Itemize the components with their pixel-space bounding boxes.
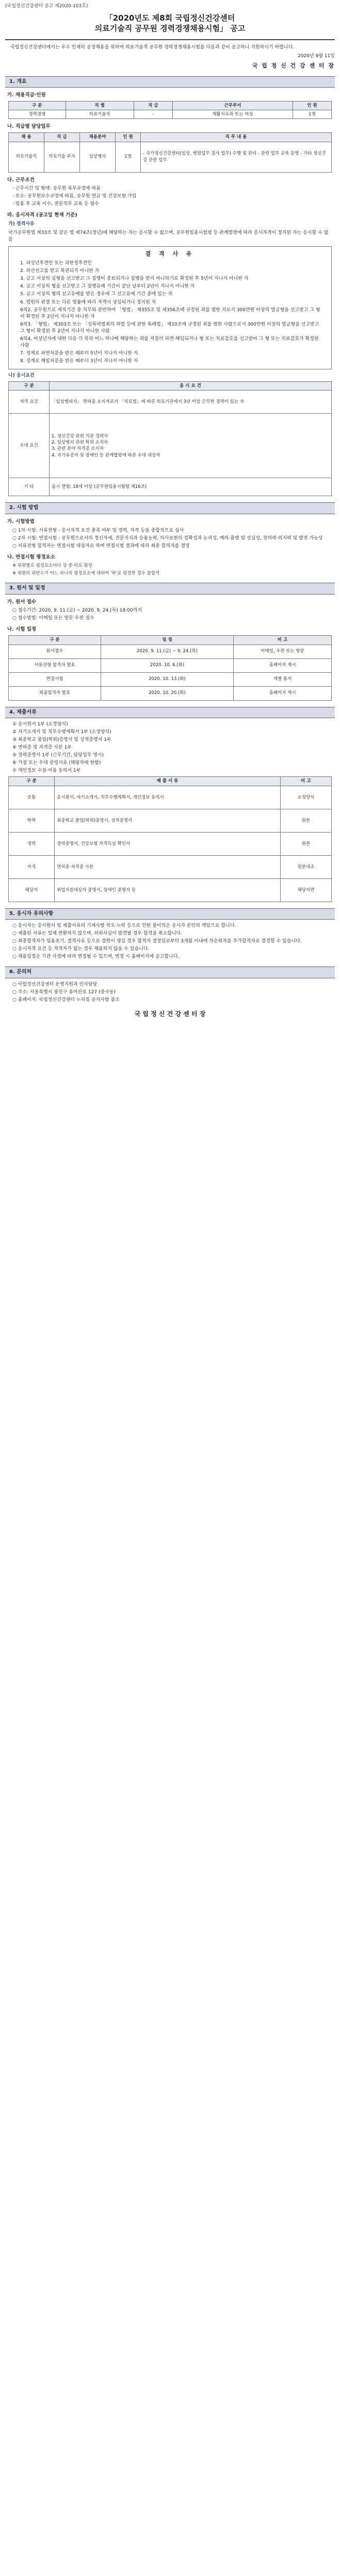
section-overview-heading: 1. 개요 (5, 76, 335, 88)
table-cell: 취업지원대상자 증명서, 장애인 증명서 등 (55, 878, 281, 902)
table-cell: 응시 연령: 18세 이상 (공무원임용시험령 제16조) (50, 478, 332, 496)
table-row (9, 809, 332, 832)
positions-table (8, 101, 332, 120)
section-notes-heading: 5. 응시자 유의사항 (5, 908, 335, 920)
table-cell: 「임상병리사」 면허증 소지자로서 「의료법」에 따른 의료기관에서 3년 이상 근무한 경력이 있는 자 (50, 391, 332, 414)
list-item: ○ 응시자격 요건 등 적격자가 없는 경우 채용하지 않을 수 있습니다. (12, 946, 150, 952)
table-cell: 원본 (281, 832, 332, 855)
list-item: ○ 홈페이지: 국립정신건강센터 누리집 공지사항 참조 (12, 997, 120, 1003)
table-header: 직 급 (134, 101, 172, 110)
table-header: 구 분 (9, 636, 101, 645)
table-header: 직 렬 (66, 101, 134, 110)
table-cell: 1. 정신건강 관련 기관 경력자 2. 임상병리 관련 학위 소지자 3. 관련 분야 자격증 소지자 4. 국가유공자 및 장애인 등 관계법령에 따른 우대 대상자 (50, 414, 332, 478)
list-item: ○ 최종합격자가 임용포기, 결격사유 등으로 결원이 생길 경우 합격자 결정일로부터 3개월 이내에 차순위자를 추가합격자로 결정할 수 있습니다. (12, 939, 302, 944)
condition-item: · 보수: 공무원보수규정에 따름, 공무원 연금 및 건강보험 가입 (12, 194, 137, 199)
documents-table-wrap (8, 776, 332, 902)
list-item: ④ 면허증 및 자격증 사본 1부 (12, 745, 72, 751)
table-row (9, 110, 332, 119)
table-row (9, 391, 332, 414)
table-cell: 임상병리 (80, 142, 116, 172)
section-exam-heading: 2. 시험 방법 (5, 502, 335, 514)
table-header: 제 출 서 류 (55, 777, 281, 786)
section-documents-heading: 4. 제출서류 (5, 707, 335, 719)
subheading-schedule: 나. 시험 일정 (7, 626, 37, 633)
table-header: 채 용 (9, 133, 44, 142)
table-cell: 공통 (9, 786, 55, 809)
table-header: 일 정 (101, 636, 233, 645)
table-header: 구 분 (9, 382, 50, 391)
table-cell: 원본대조 (281, 855, 332, 878)
list-item: ○ 서류전형 합격자는 면접시험 대상자로 하며 면접시험 결과에 따라 최종 합격자를 결정 (12, 543, 190, 549)
list-item: ○ 2차 시험: 면접시험 - 공무원으로서의 정신자세, 전문지식과 응용능력, 의사표현의 정확성과 논리성, 예의·품행 및 성실성, 창의력·의지력 및 발전 가능성 (12, 535, 323, 541)
table-cell: 홈페이지 게시 (234, 686, 332, 700)
list-item: ⑦ 개인정보 수집·이용 동의서 1부 (12, 768, 81, 774)
list-item: ○ 1차 시험: 서류전형 - 응시자격 요건 충족 여부 및 경력, 자격 등을 종합적으로 심사 (12, 528, 184, 533)
table-cell: 2020. 10. 13.(화) (101, 672, 233, 686)
subheading-eligibility: 라. 응시자격 (공고일 현재 기준) (7, 212, 77, 218)
list-item: ⑤ 경력증명서 1부 (근무기간, 담당업무 명시) (12, 753, 104, 758)
table-cell: 홈페이지 게시 (234, 658, 332, 672)
table-row (9, 672, 332, 686)
title-line-1: 「2020년도 제8회 국립정신건강센터 (105, 13, 235, 23)
table-cell: 기 타 (9, 478, 50, 496)
table-row (9, 686, 332, 700)
table-cell: 의료기술 주사 (44, 142, 80, 172)
list-item: ③ 최종학교 졸업(학위)증명서 및 성적증명서 1부 (12, 737, 111, 743)
subheading-requirements: 나) 응시요건 (8, 372, 35, 378)
positions-table-wrap (8, 101, 332, 120)
table-cell: 우대 요건 (9, 414, 50, 478)
table-header: 구 분 (9, 777, 55, 786)
table-cell: 경력 (9, 832, 55, 855)
organization-name: 국 립 정 신 건 강 센 터 장 (252, 62, 335, 69)
table-row (9, 786, 332, 809)
title-block (5, 13, 335, 40)
table-cell: 2020. 10. 20.(화) (101, 686, 233, 700)
table-header: 직 급 (44, 133, 80, 142)
list-item: ○ 응시자는 응시원서 및 제출서류의 기재사항 착오·누락 등으로 인한 불이익은 응시자 본인의 책임으로 합니다. (12, 923, 236, 929)
disqualification-box (8, 246, 332, 369)
subheading-interview: 나. 면접시험 평정요소 (7, 554, 55, 560)
table-cell: 최종합격자 발표 (9, 686, 101, 700)
list-item: ① 응시원서 1부 (소정양식) (12, 722, 68, 727)
box-title: 결 격 사 유 (145, 250, 195, 258)
table-cell: - (134, 110, 172, 119)
schedule-table-wrap (8, 635, 332, 700)
schedule-table (8, 635, 332, 700)
subheading-disqualification: 가) 결격사유 (8, 222, 35, 227)
intro-text: 국립정신건강센터에서는 우수 인재의 공정채용을 위하여 의료기술직 공무원 경력경쟁채용시험을 다음과 같이 공고하니 지원하시기 바랍니다. (10, 44, 295, 50)
list-item: 1. 피성년후견인 또는 피한정후견인 (20, 261, 92, 266)
title-line-2: 의료기술직 공무원 경력경쟁채용시험」 공고 (94, 24, 246, 33)
table-header: 응 시 요 건 (50, 382, 332, 391)
list-item: ○ 국립정신건강센터 운영지원과 인사담당 (12, 981, 98, 987)
duties-table (8, 132, 332, 172)
table-cell: 최종학교 졸업(학위)증명서, 성적증명서 (55, 809, 281, 832)
table-cell: 경력경쟁 (9, 110, 66, 119)
requirements-table-wrap (8, 381, 332, 496)
note: ※ 위원의 과반수가 어느 하나의 평정요소에 대하여 '하'로 평정한 경우 불합격 (12, 570, 160, 576)
table-cell: 원서접수 (9, 645, 101, 658)
table-row (9, 142, 332, 172)
table-cell: 면허증·자격증 사본 (55, 855, 281, 878)
table-row (9, 414, 332, 478)
table-cell: 자격 (9, 855, 55, 878)
documents-table (8, 776, 332, 902)
list-item: 6의4. 미성년자에 대한 다음 각 목의 어느 하나에 해당하는 죄를 저질러 파면·해임되거나 형 또는 치료감호를 선고받아 그 형 또는 치료감호가 확정된 사람 (20, 336, 319, 348)
table-cell: 원본 (281, 809, 332, 832)
table-cell: 1명 (293, 110, 331, 119)
table-row (9, 855, 332, 878)
list-item: 6. 법원의 판결 또는 다른 법률에 따라 자격이 상실되거나 정지된 자 (20, 299, 156, 305)
subheading-exam-method: 가. 시험방법 (7, 518, 35, 524)
note: ※ 위원별로 평정요소마다 상·중·하로 평정 (12, 563, 92, 569)
list-item: 2. 파산선고를 받고 복권되지 아니한 자 (20, 268, 100, 274)
table-cell: 이메일, 우편 또는 방문 (234, 645, 332, 658)
table-cell: 1명 (116, 142, 141, 172)
requirements-table (8, 381, 332, 496)
table-cell: 면접시험 (9, 672, 101, 686)
subheading-application: 가. 원서 접수 (7, 599, 37, 605)
list-item: ○ 접수기간: 2020. 9. 11.(금) ~ 2020. 9. 24.(목) 18:00까지 (12, 608, 142, 614)
list-item: 5. 금고 이상의 형의 선고유예를 받은 경우에 그 선고유예 기간 중에 있는 자 (20, 292, 173, 297)
table-row (9, 645, 332, 658)
table-cell: 2020. 9. 11.(금) ~ 9. 24.(목) (101, 645, 233, 658)
duties-table-wrap (8, 132, 332, 172)
table-cell: 응시원서, 자기소개서, 직무수행계획서, 개인정보 동의서 (55, 786, 281, 809)
table-row (9, 478, 332, 496)
table-cell: 의료기술직 (66, 110, 134, 119)
table-cell: 서류전형 합격자 발표 (9, 658, 101, 672)
announcement-date: 2020년 9월 11일 (298, 53, 335, 59)
list-item: ○ 채용일정은 기관 사정에 따라 변경될 수 있으며, 변경 시 홈페이지에 공고합니다. (12, 954, 180, 960)
table-cell: 의료기술직 (9, 142, 44, 172)
table-row (9, 878, 332, 902)
list-item: ○ 주소: 서울특별시 광진구 용마산로 127 (중곡동) (12, 989, 116, 995)
list-item: ○ 접수방법: 이메일 또는 방문·우편 접수 (12, 616, 94, 621)
table-cell: - 국가정신건강센터(임상, 병원업무 검사 업무) 수행 및 관리 - 관련 업무 교육 운영 - 기타 정신건강 관련 업무 (141, 142, 332, 172)
footer-organization: 국 립 정 신 건 강 센 터 장 (134, 1010, 206, 1018)
list-item: ⑥ 가점 또는 우대 증빙서류 (해당자에 한함) (12, 760, 101, 766)
list-item: 6의2. 공무원으로 재직기간 중 직무와 관련하여 「형법」 제355조 및 제356조에 규정된 죄를 범한 자로서 300만원 이상의 벌금형을 선고받고 그 형이 확정된 후 2년이 지나지 아니한 자 (20, 307, 320, 319)
list-item: 8. 징계로 해임처분을 받은 때부터 3년이 지나지 아니한 자 (20, 358, 138, 364)
table-header: 비 고 (234, 636, 332, 645)
table-cell: 학력 (9, 809, 55, 832)
condition-item: · 근무시간 및 형태: 공무원 복무규정에 따름 (12, 186, 101, 192)
condition-item: · 임용 후 교육 이수, 전문직무 교육 등 필수 (12, 201, 99, 207)
page (0, 0, 340, 1029)
table-cell: 자격 요건 (9, 391, 50, 414)
section-schedule-heading: 3. 원서 및 일정 (5, 583, 335, 595)
notice-number: (국립정신건강센터 공고 제2020-103호) (5, 4, 88, 9)
table-cell: 경력증명서, 건강보험 자격득실 확인서 (55, 832, 281, 855)
table-cell: 소정양식 (281, 786, 332, 809)
table-header: 구 분 (9, 101, 66, 110)
list-item: 3. 금고 이상의 실형을 선고받고 그 집행이 종료되거나 집행을 받지 아니하기로 확정된 후 5년이 지나지 아니한 자 (20, 276, 249, 282)
list-item: 4. 금고 이상의 형을 선고받고 그 집행유예 기간이 끝난 날부터 2년이 지나지 아니한 자 (20, 284, 195, 290)
table-header: 인 원 (293, 101, 331, 110)
list-item: ② 자기소개서 및 직무수행계획서 1부 (소정양식) (12, 730, 111, 735)
eligibility-text: 국가공무원법 제33조 및 같은 법 제74조(정년)에 해당하는 자는 응시할 수 없으며, 공무원임용시험령 등 관계법령에 따라 응시자격이 정지된 자는 응시할 수 없음 (8, 230, 329, 243)
section-contact-heading: 6. 문의처 (5, 967, 335, 978)
table-cell: 해당자 (9, 878, 55, 902)
table-cell: 해당자만 (281, 878, 332, 902)
table-header: 채용분야 (80, 133, 116, 142)
table-row (9, 832, 332, 855)
table-cell: 개별 통지 (234, 672, 332, 686)
list-item: 7. 징계로 파면처분을 받은 때부터 5년이 지나지 아니한 자 (20, 350, 138, 356)
table-row (9, 658, 332, 672)
list-item: 6의3. 「형법」 제303조 또는 「성폭력범죄의 처벌 등에 관한 특례법」 제10조에 규정된 죄를 범한 사람으로서 300만원 이상의 벌금형을 선고받고 그 형이 확정된 후 2년이 지나지 아니한 사람 (20, 321, 319, 334)
table-header: 비 고 (281, 777, 332, 786)
table-cell: 재활치료과 또는 여성 (172, 110, 293, 119)
table-cell: 2020. 10. 6.(화) (101, 658, 233, 672)
subheading-duties: 나. 직급별 담당업무 (7, 124, 51, 130)
subheading-positions: 가. 채용직급·인원 (7, 92, 46, 98)
subheading-conditions: 다. 근무조건 (7, 177, 35, 183)
table-header: 근무부서 (172, 101, 293, 110)
list-item: ○ 제출된 서류는 일체 반환하지 않으며, 허위사실이 발견될 경우 합격을 취소합니다. (12, 931, 183, 937)
table-header: 직 무 내 용 (141, 133, 332, 142)
table-header: 인 원 (116, 133, 141, 142)
